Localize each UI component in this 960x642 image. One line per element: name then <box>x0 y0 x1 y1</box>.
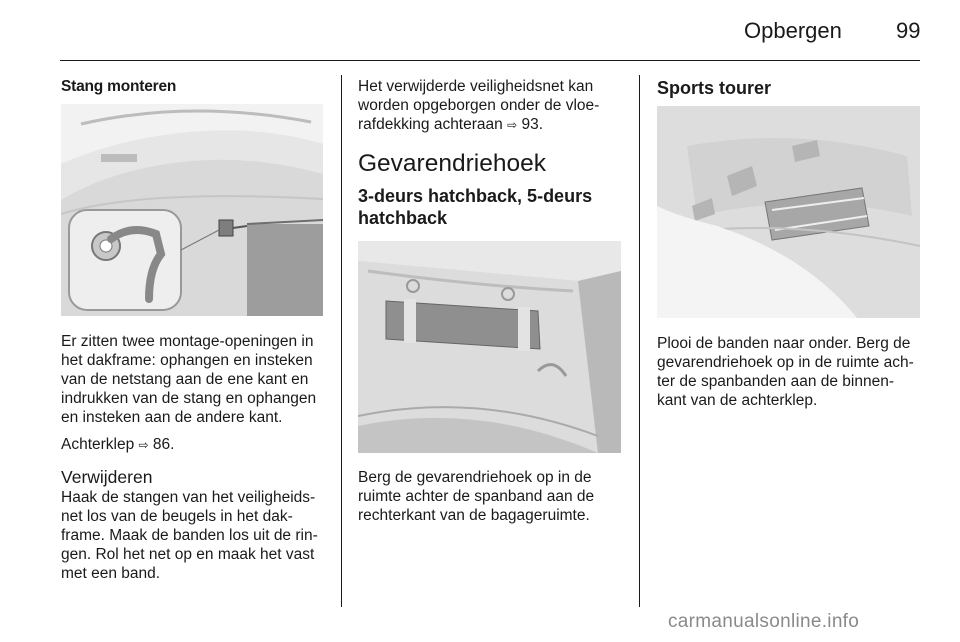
left-column <box>61 77 331 96</box>
caption-line: gevarendriehoek op in de ruimte ach- <box>657 354 914 371</box>
figure-warning-triangle-hatchback <box>358 241 621 453</box>
caption-line: Berg de gevarendriehoek op in de <box>358 469 592 486</box>
caption-line: kant van de achterklep. <box>657 392 818 409</box>
body-line: met een band. <box>61 565 161 582</box>
section-title: Gevarendriehoek <box>358 150 546 177</box>
caption-line: rechterkant van de bagageruimte. <box>358 507 590 524</box>
body-line: Het verwijderde veiligheidsnet kan <box>358 78 594 95</box>
xref-page: 93. <box>521 116 544 133</box>
subsection-title-line: hatchback <box>358 208 448 228</box>
illustration-roof-frame <box>61 104 323 316</box>
arrow-right-icon: ⇨ <box>507 118 518 132</box>
illustration-luggage-compartment <box>358 241 621 453</box>
figure-warning-triangle-sports-tourer <box>657 106 920 318</box>
xref-label: Achterklep <box>61 436 135 453</box>
page-header-title: Opbergen <box>744 18 842 43</box>
caption-line: ruimte achter de spanband aan de <box>358 488 595 505</box>
middle-column <box>358 77 630 229</box>
body-line: Haak de stangen van het veiligheids- <box>61 489 316 506</box>
body-line: gen. Rol het net op en maak het vast <box>61 546 315 563</box>
subsection-title-line: 3-deurs hatchback, 5-deurs <box>358 186 593 206</box>
right-caption <box>657 334 929 410</box>
heading-stang-monteren: Stang monteren <box>61 78 177 95</box>
heading-verwijderen: Verwijderen <box>61 467 153 487</box>
body-line: worden opgeborgen onder de vloe- <box>358 97 600 114</box>
subsection-title: Sports tourer <box>657 78 772 98</box>
xref-page: 86. <box>152 436 175 453</box>
body-line: net los van de beugels in het dak- <box>61 508 293 525</box>
caption-line: ter de spanbanden aan de binnen- <box>657 373 895 390</box>
illustration-tailgate-inside <box>657 106 920 318</box>
column-divider-left <box>341 75 342 607</box>
column-divider-right <box>639 75 640 607</box>
figure-net-rod-mounting <box>61 104 323 316</box>
page-number: 99 <box>896 18 921 43</box>
body-line <box>358 115 630 135</box>
right-column <box>657 77 927 99</box>
left-column-body <box>61 332 333 583</box>
body-line: het dakframe: ophangen en insteken <box>61 352 313 369</box>
body-line: Er zitten twee montage-openingen in <box>61 333 314 350</box>
body-line: van de netstang aan de ene kant en <box>61 371 309 388</box>
watermark: carmanualsonline.info <box>668 611 860 632</box>
middle-caption <box>358 468 630 525</box>
body-line: indrukken van de stang en ophangen <box>61 390 317 407</box>
body-line-text: rafdekking achteraan <box>358 116 503 133</box>
arrow-right-icon: ⇨ <box>138 438 149 452</box>
body-line: frame. Maak de banden los uit de rin- <box>61 527 318 544</box>
caption-line: Plooi de banden naar onder. Berg de <box>657 335 911 352</box>
cross-reference <box>61 435 333 455</box>
body-line: en insteken aan de andere kant. <box>61 409 283 426</box>
header-rule <box>60 60 920 61</box>
